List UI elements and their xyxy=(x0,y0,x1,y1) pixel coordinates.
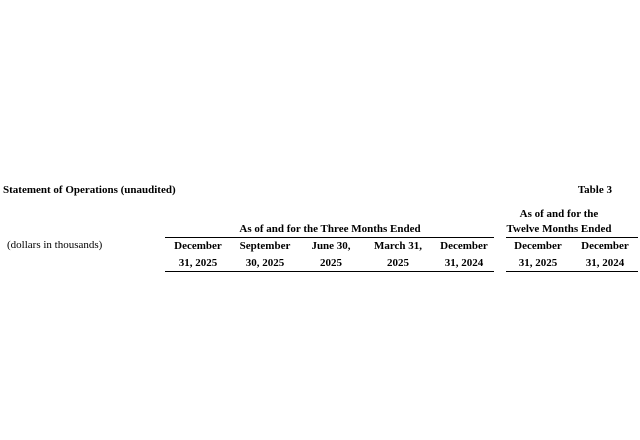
column-header-line1: December xyxy=(581,240,629,252)
column-header-dec-2025-q xyxy=(166,238,230,272)
three-months-columns-bottom-rule xyxy=(165,271,494,272)
column-header-line2: 31, 2024 xyxy=(444,257,484,269)
column-header-mar-2025 xyxy=(366,238,430,272)
column-header-line1: September xyxy=(239,240,291,252)
column-header-sep-2025 xyxy=(232,238,298,272)
column-header-line2: 30, 2025 xyxy=(245,257,285,269)
column-header-line2: 2025 xyxy=(387,257,409,269)
column-header-line1: December xyxy=(514,240,562,252)
three-months-group-header: As of and for the Three Months Ended xyxy=(239,223,421,235)
column-header-line2: 31, 2025 xyxy=(518,257,558,269)
column-header-line2: 2025 xyxy=(320,257,342,269)
column-header-line2: 31, 2025 xyxy=(178,257,218,269)
column-header-line1: June 30, xyxy=(311,240,351,252)
twelve-months-group-header: As of and for the Twelve Months Ended xyxy=(506,208,612,235)
column-header-dec-2024-q xyxy=(432,238,496,272)
units-label: (dollars in thousands) xyxy=(7,239,103,251)
column-header-line1: December xyxy=(440,240,488,252)
column-header-dec-2024-ytd xyxy=(573,238,637,272)
column-header-jun-2025 xyxy=(301,238,361,272)
twelve-months-columns-bottom-rule xyxy=(506,271,638,272)
column-header-dec-2025-ytd xyxy=(506,238,570,272)
column-header-line1: March 31, xyxy=(373,240,423,252)
statement-title: Statement of Operations (unaudited) xyxy=(3,184,176,196)
column-header-line1: December xyxy=(174,240,222,252)
table-number-label: Table 3 xyxy=(577,184,612,196)
column-header-line2: 31, 2024 xyxy=(585,257,625,269)
